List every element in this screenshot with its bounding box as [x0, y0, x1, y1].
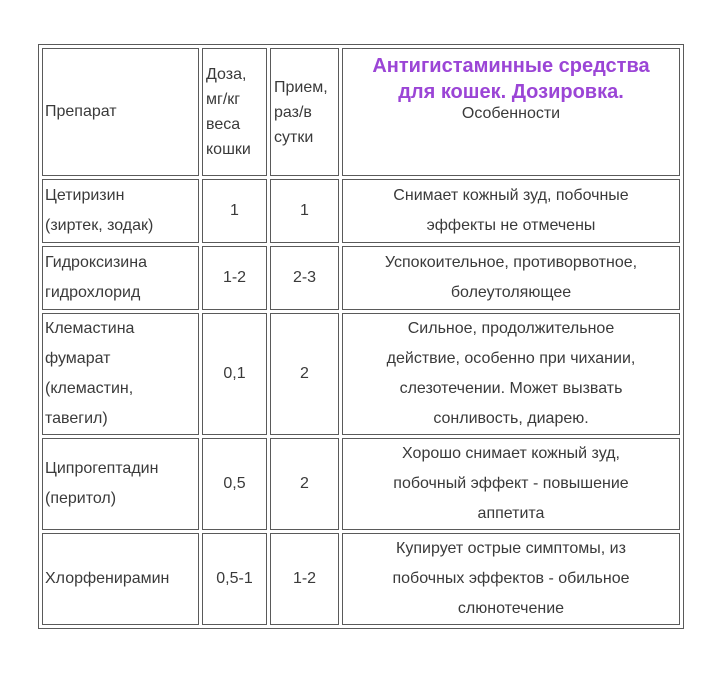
- features-line: действие, особенно при чихании,: [386, 350, 636, 367]
- features-line: аппетита: [477, 505, 545, 522]
- header-dose: [202, 48, 267, 176]
- header-intake-line: Прием,: [274, 78, 328, 96]
- table-row: [42, 533, 680, 625]
- dosage-table-wrapper: [38, 44, 684, 629]
- header-dose-line: Доза,: [206, 66, 247, 83]
- header-dose-line: мг/кг: [206, 91, 241, 108]
- features-line: Снимает кожный зуд, побочные: [393, 187, 629, 204]
- dose-cell: 1-2: [202, 246, 267, 310]
- drug-line: Клемастина: [45, 320, 135, 337]
- drug-line: тавегил): [45, 410, 108, 427]
- dose-cell: 0,5: [202, 438, 267, 530]
- features-line: эффекты не отмечены: [426, 217, 596, 234]
- dose-cell: 1: [202, 179, 267, 243]
- table-row: [42, 179, 680, 243]
- table-row: [42, 246, 680, 310]
- features-cell: [342, 313, 680, 435]
- table-row: [42, 313, 680, 435]
- features-line: Успокоительное, противорвотное,: [384, 254, 638, 271]
- table-row: [42, 438, 680, 530]
- header-features-label: Особенности: [461, 105, 561, 122]
- drug-line: Цетиризин: [45, 187, 125, 204]
- drug-line: (зиртек, зодак): [45, 217, 154, 234]
- intake-cell: 2-3: [270, 246, 339, 310]
- header-dose-line: кошки: [206, 141, 251, 158]
- overlay-title: [343, 53, 679, 105]
- intake-cell: 2: [270, 438, 339, 530]
- features-cell: [342, 438, 680, 530]
- drug-line: Гидроксизина: [45, 254, 147, 271]
- features-line: побочных эффектов - обильное: [392, 570, 630, 587]
- drug-line: (клемастин,: [45, 380, 134, 397]
- drug-line: фумарат: [45, 350, 111, 367]
- header-dose-line: веса: [206, 116, 241, 133]
- features-cell: [342, 246, 680, 310]
- header-intake: [270, 48, 339, 176]
- overlay-title-line: Антигистаминные средства: [372, 55, 650, 77]
- drug-cell: [42, 533, 199, 625]
- dosage-table: [38, 44, 684, 629]
- header-intake-line: сутки: [274, 128, 314, 146]
- header-drug: Препарат: [42, 48, 199, 176]
- features-line: слюнотечение: [457, 600, 565, 617]
- dose-cell: 0,1: [202, 313, 267, 435]
- features-line: Хорошо снимает кожный зуд,: [402, 445, 620, 462]
- drug-line: гидрохлорид: [45, 284, 141, 301]
- features-cell: [342, 179, 680, 243]
- drug-cell: [42, 246, 199, 310]
- drug-line: (перитол): [45, 490, 117, 507]
- intake-cell: 1-2: [270, 533, 339, 625]
- drug-line: Ципрогептадин: [45, 460, 159, 477]
- intake-cell: 1: [270, 179, 339, 243]
- header-intake-line: раз/в: [274, 103, 312, 121]
- intake-cell: 2: [270, 313, 339, 435]
- drug-cell: [42, 313, 199, 435]
- features-line: болеутоляющее: [450, 284, 572, 301]
- drug-line: Хлорфенирамин: [45, 570, 170, 587]
- features-line: Сильное, продолжительное: [407, 320, 615, 337]
- dose-cell: 0,5-1: [202, 533, 267, 625]
- overlay-title-line: для кошек. Дозировка.: [398, 81, 624, 103]
- features-cell: [342, 533, 680, 625]
- header-features: [342, 48, 680, 176]
- table-header-row: [42, 48, 680, 176]
- features-line: слезотечении. Может вызвать: [399, 380, 623, 397]
- features-line: Купирует острые симптомы, из: [396, 540, 626, 557]
- drug-cell: [42, 179, 199, 243]
- drug-cell: [42, 438, 199, 530]
- features-line: сонливость, диарею.: [433, 410, 589, 427]
- features-line: побочный эффект - повышение: [393, 475, 629, 492]
